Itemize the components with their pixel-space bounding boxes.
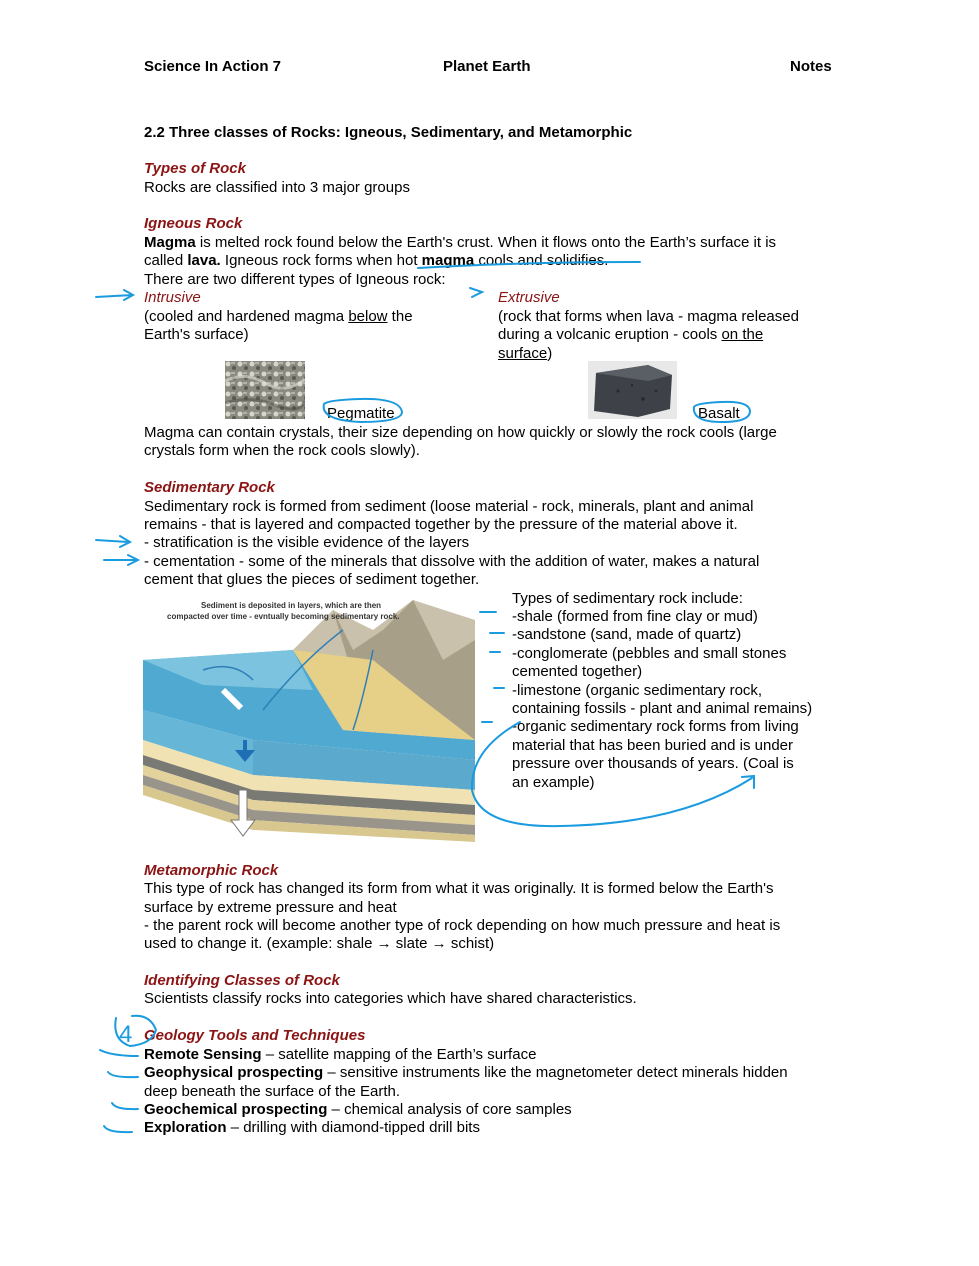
dash-icon (104, 1126, 132, 1132)
sed-type-line: containing fossils - plant and animal remains) (512, 700, 813, 718)
metamorphic-line-1: This type of rock has changed its form from what it was originally. It is formed below the Earth's (144, 880, 774, 897)
arrow-extrusive-icon (470, 288, 482, 297)
crystals-text-1: Magma can contain crystals, their size depending on how quickly or slowly the rock cools (large (144, 424, 777, 441)
types-heading: Types of Rock (144, 160, 246, 177)
sed-type-line: -shale (formed from fine clay or mud) (512, 608, 758, 625)
dash-icon (100, 1050, 138, 1056)
basalt-label: Basalt (698, 405, 740, 422)
annotation-number-four: 4 (119, 1021, 133, 1048)
sedimentary-line-3: - stratification is the visible evidence of the layers (144, 534, 470, 551)
sed-type-line: -sandstone (sand, made of quartz) (512, 626, 742, 644)
sed-type-line: -limestone (organic sedimentary rock, (512, 681, 763, 699)
sedimentary-heading: Sedimentary Rock (144, 479, 275, 496)
intrusive-desc-1: (cooled and hardened magma below the (144, 308, 413, 325)
geology-item-geophysical-cont: deep beneath the surface of the Earth. (144, 1083, 401, 1100)
sed-type-line: -conglomerate (pebbles and small stones (512, 644, 787, 662)
sedimentary-line-5: cement that glues the pieces of sediment together. (144, 571, 480, 588)
sed-type-line: cemented together) (512, 663, 643, 681)
arrow-intrusive-icon (96, 290, 133, 300)
extrusive-desc-1: (rock that forms when lava - magma released (498, 308, 799, 325)
sed-type-line: pressure over thousands of years. (Coal is (512, 755, 794, 773)
sed-type-line: material that has been buried and is under (512, 736, 794, 754)
pegmatite-label: Pegmatite (327, 405, 395, 422)
geology-item-geophysical: Geophysical prospecting – sensitive instruments like the magnetometer detect minerals hidden (144, 1064, 788, 1081)
sediment-layers-diagram (143, 590, 475, 842)
sed-types-list (512, 608, 812, 792)
dash-icon (108, 1072, 138, 1077)
header-notes: Notes (790, 58, 832, 75)
basalt-photo (588, 361, 677, 419)
geology-heading: Geology Tools and Techniques (144, 1027, 366, 1044)
types-text: Rocks are classified into 3 major groups (144, 179, 410, 196)
igneous-heading: Igneous Rock (144, 215, 243, 232)
intrusive-label: Intrusive (144, 289, 201, 306)
identifying-heading: Identifying Classes of Rock (144, 972, 340, 989)
metamorphic-heading: Metamorphic Rock (144, 862, 279, 879)
sedimentary-line-2: remains - that is layered and compacted together by the pressure of the material above it. (144, 516, 738, 533)
sed-types-heading: Types of sedimentary rock include: (512, 590, 743, 607)
diagram-caption-1: Sediment is deposited in layers, which are then (201, 601, 382, 610)
igneous-para-3: There are two different types of Igneous rock: (144, 271, 446, 288)
intrusive-desc-2: Earth's surface) (144, 326, 249, 343)
extrusive-label: Extrusive (498, 289, 560, 306)
geology-item-exploration: Exploration – drilling with diamond-tipped drill bits (144, 1119, 480, 1136)
metamorphic-line-4: used to change it. (example: shale → slate → schist) (144, 935, 495, 952)
header-unit: Planet Earth (443, 58, 531, 75)
sed-type-line: -organic sedimentary rock forms from living (512, 718, 799, 736)
arrow-cementation-icon (104, 555, 138, 565)
igneous-para-2: called lava. Igneous rock forms when hot magma cools and solidifies. (144, 252, 609, 269)
metamorphic-line-2: surface by extreme pressure and heat (144, 899, 397, 916)
pegmatite-photo (225, 361, 305, 419)
sed-type-line: an example) (512, 773, 595, 791)
igneous-para-1: Magma is melted rock found below the Earth's crust. When it flows onto the Earth’s surface it is (144, 234, 777, 251)
page-title: 2.2 Three classes of Rocks: Igneous, Sedimentary, and Metamorphic (144, 124, 633, 141)
header-course: Science In Action 7 (144, 58, 281, 75)
geology-item-remote-sensing: Remote Sensing – satellite mapping of the Earth’s surface (144, 1046, 537, 1063)
sedimentary-line-1: Sedimentary rock is formed from sediment (loose material - rock, minerals, plant and animal (144, 498, 754, 515)
arrow-stratification-icon (96, 536, 130, 547)
metamorphic-line-3: - the parent rock will become another type of rock depending on how much pressure and heat is (144, 917, 781, 934)
crystals-text-2: crystals form when the rock cools slowly). (144, 442, 420, 459)
identifying-text: Scientists classify rocks into categories which have shared characteristics. (144, 990, 637, 1007)
sedimentary-line-4: - cementation - some of the minerals that dissolve with the addition of water, makes a natural (144, 553, 760, 570)
extrusive-desc-2: during a volcanic eruption - cools on the (498, 326, 764, 343)
geology-item-geochemical: Geochemical prospecting – chemical analysis of core samples (144, 1101, 572, 1118)
diagram-caption-2: compacted over time - evntually becoming sedimentary rock. (167, 612, 400, 621)
extrusive-desc-3: surface) (498, 345, 553, 362)
dash-icon (112, 1103, 138, 1109)
